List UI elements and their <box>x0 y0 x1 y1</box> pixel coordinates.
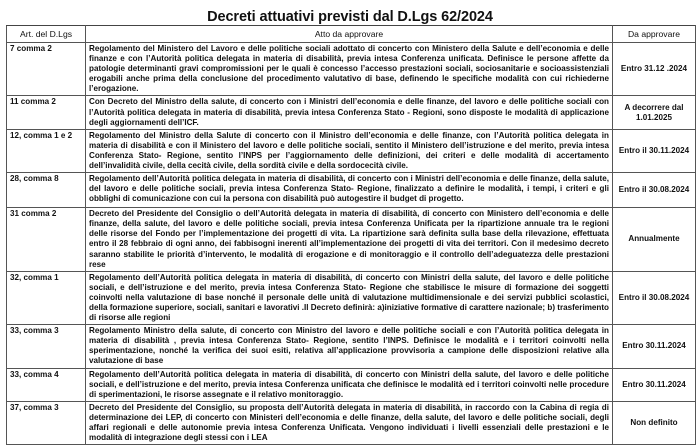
header-act: Atto da approvare <box>86 26 613 43</box>
deadline-cell: Non definito <box>613 401 696 444</box>
deadline-cell: Entro 30.11.2024 <box>613 368 696 401</box>
article-cell: 37, comma 3 <box>7 401 86 444</box>
act-cell: Decreto del Presidente del Consiglio, su proposta dell’Autorità delegata in materia di disabilità, in raccordo con la Cabina di regia di determinazione dei LEP, di concerto con Ministeri dell’economia e delle finanze, della salute, del lavoro e delle politiche sociali, degli affari regionali e delle autonomie previa intesa Conferenza Unificata. Vengono individuati i livelli essenziali delle prestazioni e le modalità di integrazione degli stessi con i LEA <box>86 401 613 444</box>
table-row <box>7 208 696 272</box>
document-title: Decreti attuativi previsti dal D.Lgs 62/2024 <box>207 9 493 25</box>
act-cell: Regolamento dell’Autorità politica delegata in materia di disabilità, di concerto con Ministri della salute, del lavoro e delle politiche sociali, e dell’istruzione e del merito, previa intesa Conferenza Stato- Regione che stabilisce le misure di formazione dei soggetti coinvolti nella valutazione di base nonché il personale delle unità di valutazione multidimensionale e dei servizi pubblici scolastici, della formazione superiore, sociali, sanitari e lavorativi .Il Decreto definirà: a)iniziative formative di carattere nazionale; b) trasferimento di risorse alle regioni <box>86 271 613 324</box>
table-row <box>7 96 696 129</box>
deadline-cell: Entro il 30.08.2024 <box>613 173 696 208</box>
article-cell: 12, comma 1 e 2 <box>7 129 86 172</box>
article-cell: 32, comma 1 <box>7 271 86 324</box>
act-cell: Regolamento dell’Autorità politica delegata in materia di disabilità, di concerto con i Ministri dell’economia e delle finanze, della salute, del lavoro e delle politiche sociali, previa intesa Conferenza Stato- Regione, finalizzato a definire le modalità, i tempi, i criteri e gli obblighi di comunicazione con cui la persona con disabilità può autogestire il budget di progetto. <box>86 173 613 208</box>
table-header-row <box>7 26 696 43</box>
act-cell: Regolamento Ministro della salute, di concerto con Ministro del lavoro e delle politiche sociali e con l’Autorità politica delegata in materia di disabilità , previa intesa Conferenza Stato- Regione, sentito l’INPS. Definisce le modalità e i territori coinvolti nella sperimentazione, nonché la verifica dei suoi esiti, relativa all’applicazione provvisoria a campione delle disposizioni relative alla valutazione di base <box>86 325 613 368</box>
table-row <box>7 325 696 368</box>
article-cell: 11 comma 2 <box>7 96 86 129</box>
article-cell: 33, comma 4 <box>7 368 86 401</box>
act-cell: Regolamento del Ministro della Salute di concerto con il Ministro dell’economia e delle finanze, con l’Autorità politica delegata in materia di disabilità e con il Ministero del lavoro e delle politiche sociali, sentito il Ministero dell’istruzione e del merito, previa intesa Conferenza Stato- Regione, sentito l’INPS per l’aggiornamento delle definizioni, dei criteri e delle modalità di accertamento dell’invalidità civile, della cecità civile, della sordità civile e della sordocecità civile. <box>86 129 613 172</box>
deadline-cell: Entro il 30.08.2024 <box>613 271 696 324</box>
act-cell: Regolamento del Ministero del Lavoro e delle politiche sociali adottato di concerto con Ministero della Salute e dell’economia e delle finanze e con l’Autorità politica delegata in materia di disabilità, previa intesa Conferenza unificata. Definisce le persone affette da patologie determinanti gravi compromissioni per le quali è concesso l’accesso prestazioni sociali, sociosanitarie e socioassistenziali erogabili anche prima della conclusione del procedimento valutativo di base, definendo le specifiche modalità con cui richiederne l’erogazione. <box>86 43 613 96</box>
article-cell: 28, comma 8 <box>7 173 86 208</box>
article-cell: 31 comma 2 <box>7 208 86 272</box>
article-cell: 7 comma 2 <box>7 43 86 96</box>
header-article: Art. del D.Lgs <box>7 26 86 43</box>
article-cell: 33, comma 3 <box>7 325 86 368</box>
header-deadline: Da approvare <box>613 26 696 43</box>
act-cell: Decreto del Presidente del Consiglio o dell’Autorità delegata in materia di disabilità, di concerto con Ministero dell’economia e delle finanze, della salute, del lavoro e delle politiche sociali, previa intesa Conferenza Unificata per la ripartizione annuale tra le regioni delle risorse del Fondo per l’implementazione dei progetti di vita. La ripartizione sarà definita sulla base della rilevazione, effettuata entro il 28 febbraio di ogni anno, dei fabbisogni inerenti all’implementazione dei progetti di vita dei territori. Con il medesimo decreto saranno stabilite le priorità d’intervento, le modalità di erogazione e di monitoraggio e il controllo dell’adeguatezza delle prestazioni rese <box>86 208 613 272</box>
act-cell: Regolamento dell’Autorità politica delegata in materia di disabilità, di concerto con Ministri della salute, del lavoro e delle politiche sociali, e dell’istruzione e del merito, previa intesa Conferenza unificata che definisce le modalità ed i territori coinvolti nelle procedure di sperimentazioni, le risorse assegnate e il relativo monitoraggio. <box>86 368 613 401</box>
deadline-cell: A decorrere dal 1.01.2025 <box>613 96 696 129</box>
table-row <box>7 129 696 172</box>
act-cell: Con Decreto del Ministro della salute, di concerto con i Ministri dell’economia e delle finanze, del lavoro e delle politiche sociali con l’Autorità politica delegata in materia di disabilità, previa intesa Conferenza Stato - Regioni, sono disposte le modalità di applicazione degli aggiornamenti dell’ICF. <box>86 96 613 129</box>
deadline-cell: Entro il 30.11.2024 <box>613 129 696 172</box>
table-row <box>7 368 696 401</box>
deadline-cell: Entro 30.11.2024 <box>613 325 696 368</box>
decrees-table <box>6 25 696 445</box>
table-row <box>7 43 696 96</box>
table-row <box>7 401 696 444</box>
deadline-cell: Annualmente <box>613 208 696 272</box>
table-row <box>7 271 696 324</box>
table-row <box>7 173 696 208</box>
deadline-cell: Entro 31.12 .2024 <box>613 43 696 96</box>
